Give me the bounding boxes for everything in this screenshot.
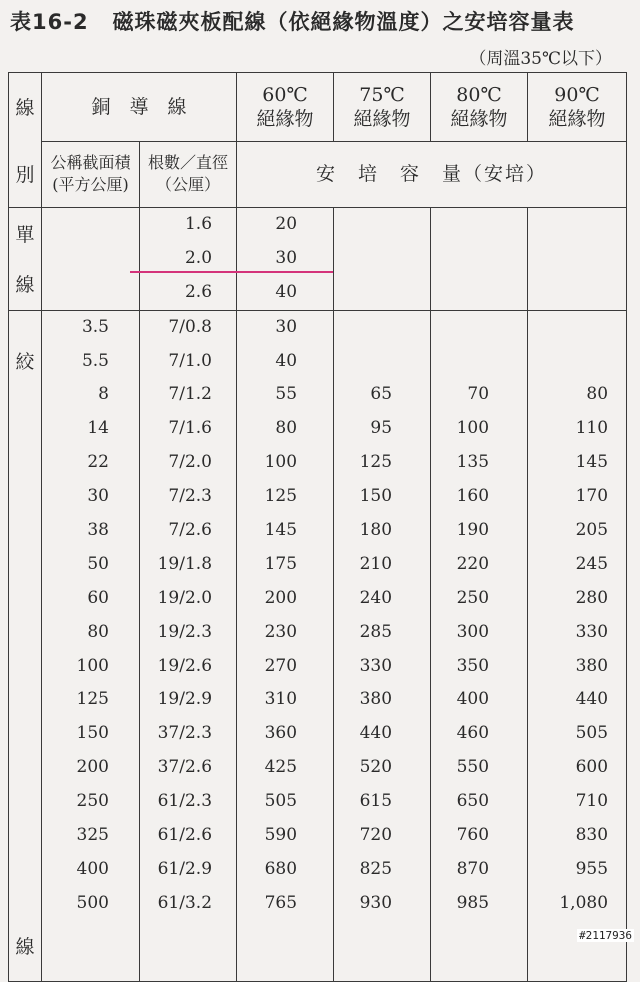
ampacity-75c-cell: 240 [359, 587, 393, 608]
area-cell: 250 [76, 791, 109, 812]
ampacity-80c-cell: 190 [456, 520, 490, 541]
ampacity-80c-cell: 100 [456, 418, 490, 439]
strand-cell: 19/1.8 [157, 553, 213, 574]
ampacity-90c-cell: 170 [575, 486, 609, 507]
ampacity-90c-cell: 955 [575, 858, 609, 879]
strand-cell: 61/2.3 [157, 791, 213, 812]
area-cell: 80 [87, 621, 109, 642]
strand-cell: 61/2.9 [157, 858, 213, 879]
ampacity-90c-cell: 280 [575, 587, 609, 608]
ampacity-table [8, 72, 627, 982]
area-cell: 38 [87, 520, 109, 541]
header-90c: 90℃ 絕緣物 [528, 73, 627, 142]
strand-cell: 7/1.6 [168, 418, 213, 439]
ampacity-75c-cell: 95 [370, 418, 393, 439]
area-header: 公稱截面積 (平方公厘) [42, 141, 140, 208]
stranded-label: 絞 線 [9, 310, 42, 981]
ampacity-80c-cell: 650 [456, 791, 490, 812]
type-header-bottom: 別 [15, 164, 35, 186]
area-cell: 8 [98, 384, 109, 405]
solid-60c-column [237, 208, 334, 311]
ampacity-60c-cell: 590 [264, 825, 298, 846]
table-title [10, 6, 630, 40]
type-header [9, 73, 42, 208]
ampacity-75c-cell [334, 345, 430, 379]
solid-diameter-column [140, 208, 237, 311]
ampacity-60c-cell: 230 [264, 621, 298, 642]
area-cell: 500 [76, 892, 109, 913]
area-cell: 125 [76, 689, 109, 710]
ampacity-60c-cell: 175 [264, 553, 298, 574]
ampacity-60c-cell: 425 [264, 757, 298, 778]
header-80c: 80℃ 絕緣物 [431, 73, 528, 142]
strand-cell: 19/2.6 [157, 655, 213, 676]
solid-60c-cell: 20 [275, 214, 298, 234]
area-cell: 14 [87, 418, 109, 439]
ampacity-80c-cell: 870 [456, 858, 490, 879]
ampacity-90c-cell: 205 [575, 520, 609, 541]
ampacity-75c-cell [334, 311, 430, 345]
ampacity-80c-cell: 760 [456, 825, 490, 846]
ampacity-90c-cell: 110 [575, 418, 609, 439]
ampacity-80c-cell: 135 [456, 452, 490, 473]
ampacity-60c-cell: 680 [264, 858, 298, 879]
ampacity-60c-cell: 55 [275, 384, 298, 405]
highlight-underline [130, 271, 333, 273]
strand-cell: 7/1.0 [168, 350, 213, 371]
ampacity-80c-cell: 300 [456, 621, 490, 642]
ampacity-90c-cell: 830 [575, 825, 609, 846]
ampacity-60c-cell: 30 [275, 316, 298, 337]
ampacity-80c-cell: 460 [456, 723, 490, 744]
ampacity-60c-cell: 505 [264, 791, 298, 812]
ampacity-60c-cell: 270 [264, 655, 298, 676]
ampacity-75c-cell: 825 [359, 858, 393, 879]
ampacity-75c-cell: 615 [359, 791, 393, 812]
ampacity-90c-cell: 1,080 [559, 892, 609, 913]
ampacity-60c-cell: 765 [264, 892, 298, 913]
ampacity-90c-cell: 710 [575, 791, 609, 812]
ampacity-60c-cell: 40 [275, 350, 298, 371]
ampacity-75c-cell: 520 [359, 757, 393, 778]
ampacity-60c-cell: 145 [264, 520, 298, 541]
area-cell: 400 [76, 858, 109, 879]
strand-cell: 7/2.0 [168, 452, 213, 473]
ampacity-80c-cell: 250 [456, 587, 490, 608]
ampacity-75c-cell: 65 [370, 384, 393, 405]
conductor-header: 銅 導 線 [42, 73, 237, 142]
area-cell: 100 [76, 655, 109, 676]
solid-diameter-cell: 1.6 [184, 214, 213, 234]
header-75c: 75℃ 絕緣物 [334, 73, 431, 142]
ampacity-75c-cell: 150 [359, 486, 393, 507]
strand-cell: 61/3.2 [157, 892, 213, 913]
strand-cell: 7/2.3 [168, 486, 213, 507]
ampacity-60c-cell: 310 [264, 689, 298, 710]
strand-cell: 19/2.3 [157, 621, 213, 642]
area-cell: 5.5 [81, 350, 109, 371]
strand-cell: 61/2.6 [157, 825, 213, 846]
strand-cell: 19/2.0 [157, 587, 213, 608]
ampacity-80c-cell [431, 345, 527, 379]
ampacity-90c-cell: 245 [575, 553, 609, 574]
area-cell: 150 [76, 723, 109, 744]
ampacity-90c-cell: 80 [586, 384, 609, 405]
ampacity-60c-cell: 125 [264, 486, 298, 507]
ampacity-90c-cell: 380 [575, 655, 609, 676]
ampacity-80c-cell [431, 311, 527, 345]
header-60c: 60℃ 絕緣物 [237, 73, 334, 142]
strand-header: 根數／直徑 （公厘） [140, 141, 237, 208]
ampacity-90c-cell: 600 [575, 757, 609, 778]
area-cell: 325 [76, 825, 109, 846]
solid-60c-cell: 30 [275, 247, 298, 268]
ampacity-75c-cell: 210 [359, 553, 393, 574]
strand-cell: 37/2.6 [157, 757, 213, 778]
area-cell: 200 [76, 757, 109, 778]
strand-cell: 7/0.8 [168, 316, 213, 337]
solid-diameter-cell: 2.0 [184, 247, 213, 268]
solid-area-cell [42, 208, 140, 311]
strand-cell: 7/2.6 [168, 520, 213, 541]
ampacity-90c-cell: 440 [575, 689, 609, 710]
solid-60c-cell: 40 [275, 281, 298, 302]
ampacity-75c-cell: 330 [359, 655, 393, 676]
watermark-id: #2117936 [579, 929, 632, 942]
ampacity-header: 安 培 容 量（安培） [237, 141, 627, 208]
strand-cell: 19/2.9 [157, 689, 213, 710]
ampacity-60c-cell: 80 [275, 418, 298, 439]
ampacity-80c-cell: 550 [456, 757, 490, 778]
ampacity-80c-cell: 400 [456, 689, 490, 710]
ampacity-80c-cell: 70 [467, 384, 490, 405]
ampacity-90c-cell [528, 345, 626, 379]
area-cell: 50 [87, 553, 109, 574]
strand-cell: 7/1.2 [168, 384, 213, 405]
ampacity-75c-cell: 440 [359, 723, 393, 744]
ampacity-80c-cell: 160 [456, 486, 490, 507]
ampacity-80c-cell: 350 [456, 655, 490, 676]
ampacity-90c-cell: 330 [575, 621, 609, 642]
area-cell: 60 [87, 587, 109, 608]
ampacity-80c-cell: 985 [456, 892, 490, 913]
ampacity-75c-cell: 720 [359, 825, 393, 846]
ampacity-90c-cell: 145 [575, 452, 609, 473]
ampacity-80c-cell: 220 [456, 553, 490, 574]
type-header-top: 線 [15, 97, 35, 119]
ampacity-90c-cell [528, 311, 626, 345]
table-number: 表16-2 [10, 10, 89, 34]
ampacity-75c-cell: 125 [359, 452, 393, 473]
ampacity-75c-cell: 380 [359, 689, 393, 710]
ampacity-75c-cell: 930 [359, 892, 393, 913]
table-title-text: 磁珠磁夾板配線（依絕緣物溫度）之安培容量表 [112, 10, 575, 34]
ampacity-60c-cell: 360 [264, 723, 298, 744]
ambient-temperature-note: （周溫35℃以下） [469, 49, 612, 69]
area-cell: 22 [87, 452, 109, 473]
solid-diameter-cell: 2.6 [184, 281, 213, 302]
area-cell: 30 [87, 486, 109, 507]
ampacity-60c-cell: 200 [264, 587, 298, 608]
solid-label: 單 線 [9, 208, 42, 311]
ampacity-90c-cell: 505 [575, 723, 609, 744]
area-cell: 3.5 [81, 316, 109, 337]
ampacity-75c-cell: 285 [359, 621, 393, 642]
ampacity-75c-cell: 180 [359, 520, 393, 541]
ampacity-60c-cell: 100 [264, 452, 298, 473]
strand-cell: 37/2.3 [157, 723, 213, 744]
